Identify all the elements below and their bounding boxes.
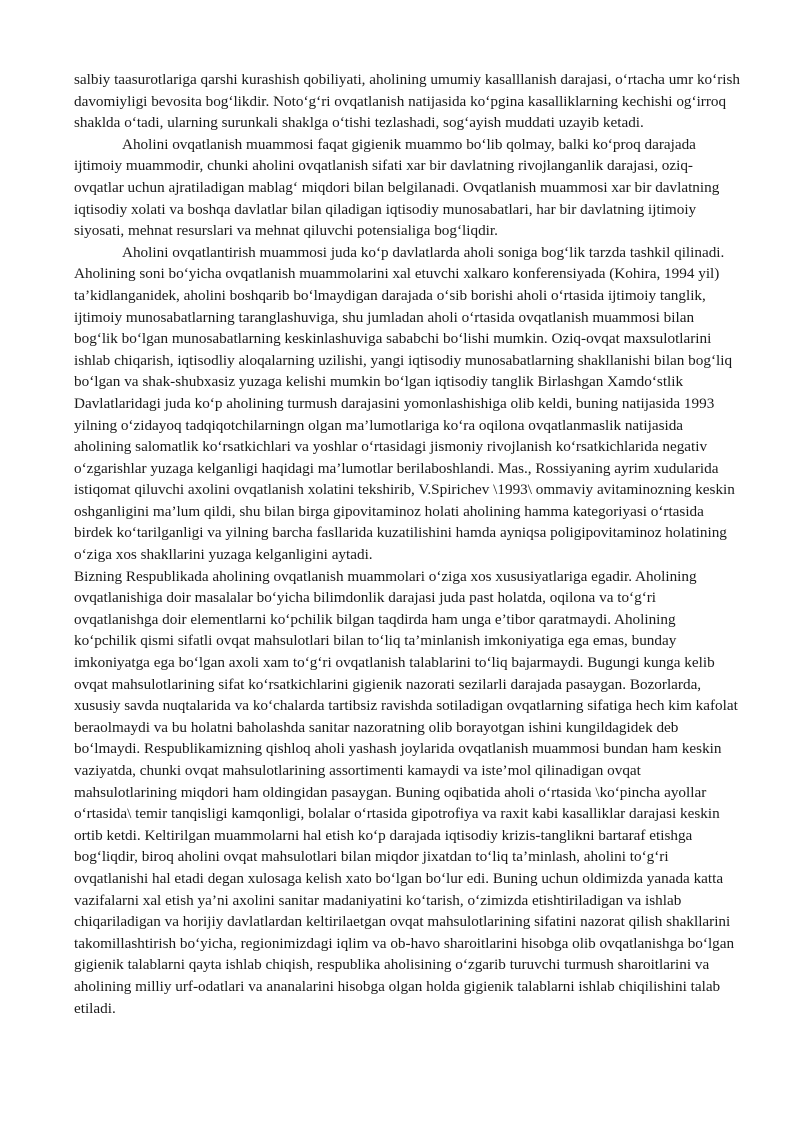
paragraph-4: Bizning Respublikada aholining ovqatlanish muammolari o‘ziga xos xususiyatlariga egadir. Aholining ovqatlanishiga doir masalalar bo‘yicha bilimdonlik darajasi juda past holatda, oqilona va to‘g‘ri ovqatlanishga doir elementlarni ko‘pchilik bilgan taqdirda ham unga e’tibor qaratmaydi. Aholining ko‘pchilik qismi sifatli ovqat mahsulotlari bilan to‘liq ta’minlanish imkoniyatiga ega emas, bunday imkoniyatga ega bo‘lgan axoli xam to‘g‘ri ovqatlanish talablarini to‘liq bajarmaydi. Bugungi kunga kelib ovqat mahsulotlarining sifat ko‘rsatkichlarini gigienik nazorati sezilarli darajada pasaygan. Bozorlarda, xususiy savda nuqtalarida va ko‘chalarda tartibsiz ravishda sotiladigan ovqatlarning sifatiga hech kim kafolat beraolmaydi va bu holatni baholashda sanitar nazoratning olib borayotgan ishini kungildagidek deb bo‘lmaydi. Respublikamizning qishloq aholi yashash joylarida ovqatlanish muammosi bundan ham keskin vaziyatda, chunki ovqat mahsulotlarining assortimenti kamaydi va iste’mol qilinadigan ovqat mahsulotlarining miqdori ham oldingidan pasaygan. Buning oqibatida aholi o‘rtasida \ko‘pincha ayollar o‘rtasida\ temir tanqisligi kamqonligi, bolalar o‘rtasida gipotrofiya va raxit kabi kasalliklar darajasi keskin ortib ketdi. Keltirilgan muammolarni hal etish ko‘p darajada iqtisodiy krizis-tanglikni bartaraf etishga bog‘liqdir, biroq aholini ovqat mahsulotlari bilan miqdor jixatdan to‘liq ta’minlash, aholini to‘g‘ri ovqatlanishi hal etadi degan xulosaga kelish xato bo‘lgan bo‘lur edi. Buning uchun oldimizda yanada katta vazifalarni xal etish ya’ni axolini sanitar madaniyatini ko‘tarish, o‘zimizda etishtiriladigan va ishlab chiqariladigan va horijiy davlatlardan keltirilaetgan ovqat mahsulotlarining sifatini nazorat qilish shakllarini takomillashtirish bo‘yicha, regionimizdagi iqlim va ob-havo sharoitlarini hisobga olib ovqatlanishga bo‘lgan gigienik talablarni qayta ishlab chiqish, respublika aholisining o‘zgarib turuvchi turmush sharoitlarini va aholining milliy urf-odatlari va ananalarini hisobga olgan holda gigienik talablarni ishlab chiqilishini talab etiladi. xyxy=(74,567,738,1017)
document-body xyxy=(74,69,740,1019)
paragraph-2: Aholini ovqatlanish muammosi faqat gigienik muammo bo‘lib qolmay, balki ko‘proq darajada ijtimoiy muammodir, chunki aholini ovqatlanish sifati xar bir davlatning rivojlanganlik darajasi, oziq-ovqatlar uchun ajratiladigan mablag‘ miqdori bilan belgilanadi. Ovqatlanish muammosi xar bir davlatning iqtisodiy xolati va boshqa davlatlar bilan qiladigan iqtisodiy munosabatlari, har bir davlatning ijtimoiy siyosati, mehnat resurslari va mehnat qiluvchi potensialiga bog‘liqdir. xyxy=(74,135,720,240)
paragraph-3: Aholini ovqatlantirish muammosi juda ko‘p davlatlarda aholi soniga bog‘lik tarzda tashkil qilinadi. Aholining soni bo‘yicha ovqatlanish muammolarini xal etuvchi xalkaro konferensiyada (Kohira, 1994 yil) ta’kidlanganidek, aholini boshqarib bo‘lmaydigan darajada o‘sib borishi aholi o‘rtasida ijtimoiy tanglik, ijtimoiy munosabatlarning taranglashuviga, shu jumladan aholi o‘rtasida ovqatlanish muammosi bilan bog‘lik bo‘lgan munosabatlarning keskinlashuviga sababchi bo‘lishi mumkin. Oziq-ovqat maxsulotlarini ishlab chiqarish, iqtisodliy aloqalarning uzilishi, yangi iqtisodiy munosabatlarning shakllanishi bilan bog‘liq bo‘lgan va shak-shubxasiz yuzaga kelishi mumkin bo‘lgan iqtisodiy tanglik Birlashgan Xamdo‘stlik Davlatlaridagi juda ko‘p aholining turmush darajasini yomonlashishiga olib keldi, buning natijasida 1993 yilning o‘zidayoq tadqiqotchilarningn olgan ma’lumotlariga ko‘ra oqilona ovqatlanmaslik natijasida aholining salomatlik ko‘rsatkichlari va yoshlar o‘rtasidagi jismoniy rivojlanish ko‘rsatkichlarida negativ o‘zgarishlar yuzaga kelganligi haqidagi ma’lumotlar berilaboshlandi. Mas., Rossiyaning ayrim xudularida istiqomat qiluvchi axolini ovqatlanish xolatini tekshirib, V.Spirichev \1993\ ommaviy avitaminozning keskin oshganligini ma’lum qildi, shu bilan birga gipovitaminoz holati aholining hamma kategoriyasi o‘rtasida birdek ko‘tarilganligi va yilning barcha fasllarida kuzatilishini hamda ayniqsa poligipovitaminoz holatining o‘ziga xos shakllarini yuzaga kelganligini aytadi. xyxy=(74,243,735,564)
paragraph-1: salbiy taasurotlariga qarshi kurashish qobiliyati, aholining umumiy kasalllanish darajasi, o‘rtacha umr ko‘rish davomiyligi bevosita bog‘likdir. Noto‘g‘ri ovqatlanish natijasida ko‘pgina kasalliklarning kechishi og‘irroq shaklda o‘tadi, ularning surunkali shaklga o‘tishi tezlashadi, sog‘ayish muddati uzayib ketadi. xyxy=(74,71,740,132)
